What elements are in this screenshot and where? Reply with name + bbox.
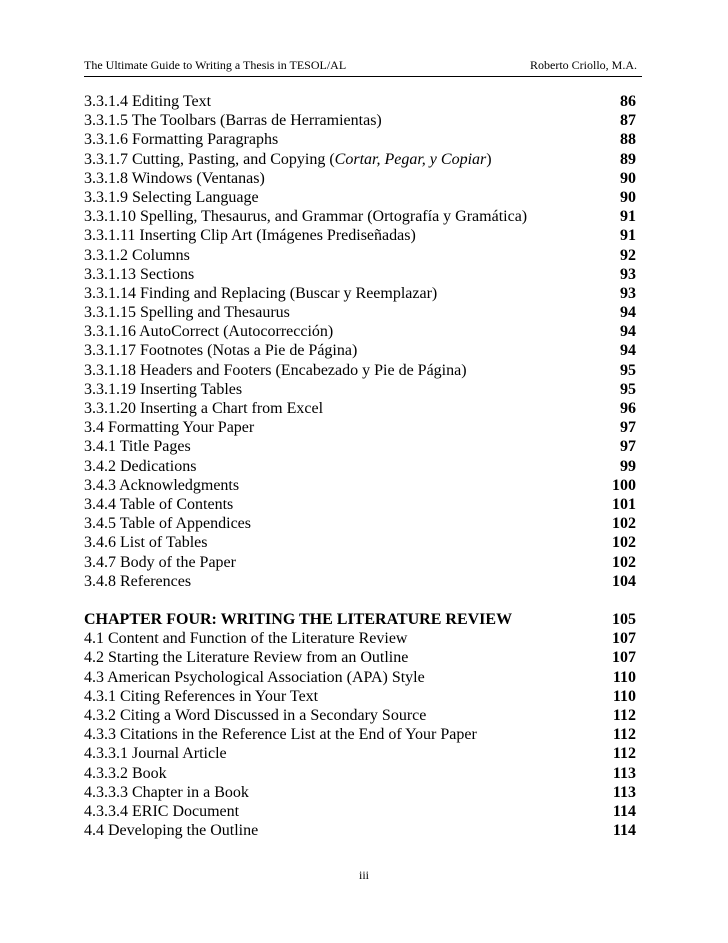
toc-entry-title-text: 4.3.3.3 Chapter in a Book [84, 783, 249, 801]
toc-page-number: 112 [612, 726, 636, 744]
toc-entry [84, 284, 636, 303]
toc-entry-title-text: 3.3.1.4 Editing Text [84, 93, 212, 110]
running-header [84, 58, 642, 77]
toc-page-number: 88 [620, 131, 636, 149]
toc-entry-title [84, 764, 167, 783]
toc-entry-title [84, 341, 357, 360]
toc-page-number: 90 [620, 188, 636, 206]
toc-entry [84, 322, 636, 341]
toc-entry [84, 572, 636, 591]
toc-page-number: 92 [620, 246, 636, 264]
toc-entry-title-text: 3.3.1.15 Spelling and Thesaurus [84, 304, 290, 322]
toc-page-number: 102 [612, 534, 636, 552]
header-book-title: The Ultimate Guide to Writing a Thesis in TESOL/AL [84, 58, 347, 72]
toc-entry-title [84, 629, 407, 648]
toc-page-number: 112 [612, 707, 636, 724]
toc-page-number: 93 [620, 265, 636, 283]
toc-entry [84, 744, 636, 763]
toc-page-number: 107 [612, 649, 636, 667]
toc-entry [84, 150, 636, 169]
toc-entry-title-text: 3.3.1.6 Formatting Paragraphs [84, 131, 279, 149]
toc-entry-title-text: 4.3.2 Citing a Word Discussed in a Secondary Source [84, 707, 427, 724]
toc-entry-title-text: 3.3.1.16 AutoCorrect (Autocorrección) [84, 323, 334, 341]
toc-entry-title-text: 4.3.3.1 Journal Article [84, 745, 227, 763]
toc-entry-title [84, 380, 242, 399]
toc-page-number: 110 [612, 668, 636, 686]
toc-entry-title-text: 4.2 Starting the Literature Review from an Outline [84, 649, 409, 667]
toc-page-number: 91 [620, 208, 636, 226]
toc-page-number: 104 [612, 572, 636, 590]
toc-entry [84, 802, 636, 821]
toc-page-number: 90 [620, 169, 636, 187]
toc-entry-title [84, 265, 194, 284]
toc-page-number: 114 [612, 802, 636, 820]
toc-page-number: 97 [620, 438, 636, 456]
toc-page-number: 91 [620, 227, 636, 245]
toc-page-number: 96 [620, 400, 636, 417]
toc-entry [84, 553, 636, 572]
toc-entry [84, 821, 636, 840]
toc-entry-title [84, 533, 207, 552]
toc-entry-title [84, 361, 467, 380]
toc-entry [84, 476, 636, 495]
toc-entry [84, 725, 636, 744]
toc-entry-title-text: 4.3.1 Citing References in Your Text [84, 687, 319, 705]
toc-page-number: 99 [620, 457, 636, 475]
toc-entry-title-text: 3.3.1.2 Columns [84, 246, 190, 264]
toc-entry-title-text: 3.3.1.14 Finding and Replacing (Buscar y Reemplazar) [84, 284, 438, 302]
toc-page-number: 101 [612, 495, 636, 513]
toc-entry-title-text: 4.3 American Psychological Association (APA) Style [84, 668, 425, 686]
toc-entry-title [84, 744, 227, 763]
toc-entry-title-text: 3.3.1.7 Cutting, Pasting, and Copying ( [84, 150, 335, 168]
toc-entry [84, 169, 636, 188]
toc-entry-title [84, 457, 196, 476]
toc-page-number: 113 [612, 783, 636, 801]
page-number: iii [358, 868, 369, 882]
toc-page-number: 95 [620, 361, 636, 379]
toc-entry-title [84, 687, 318, 706]
toc-entry-title-text: 3.3.1.19 Inserting Tables [84, 380, 243, 398]
toc-chapter-heading [84, 610, 636, 629]
toc-entry-title [84, 553, 236, 572]
toc-page-number: 114 [612, 822, 636, 840]
toc-page-number: 110 [612, 687, 636, 705]
toc-page-number: 94 [620, 304, 636, 322]
toc-entry-title-text: 3.4.8 References [84, 572, 192, 590]
toc-entry-title [84, 495, 233, 514]
toc-entry-title [84, 821, 258, 840]
toc-entry-title [84, 284, 437, 303]
toc-entry [84, 188, 636, 207]
toc-entry [84, 226, 636, 245]
toc-entry [84, 514, 636, 533]
toc-entry-title-text: 4.3.3 Citations in the Reference List at the End of Your Paper [84, 726, 477, 744]
toc-entry-title-text: 3.4.4 Table of Contents [84, 495, 234, 513]
toc-entry-title [84, 150, 492, 169]
toc-entry-title-text: 3.3.1.20 Inserting a Chart from Excel [84, 400, 324, 417]
toc-entry-title [84, 399, 323, 418]
toc-page-number: 95 [620, 380, 636, 398]
toc-entry-title-italic: Cortar, Pegar, y Copiar [334, 150, 487, 168]
toc-page-number: 105 [612, 611, 636, 629]
toc-entry-title [84, 169, 265, 188]
toc-entry-title-text: 3.3.1.13 Sections [84, 265, 195, 283]
toc-entry-title-text: 3.4.5 Table of Appendices [84, 515, 251, 533]
toc-entry-title [84, 226, 416, 245]
toc-entry-title-text: 3.3.1.11 Inserting Clip Art (Imágenes Prediseñadas) [84, 227, 416, 245]
toc-entry-title [84, 246, 190, 265]
toc-entry-title [84, 303, 290, 322]
toc-page-number: 113 [612, 764, 636, 782]
toc-entry-title [84, 783, 249, 802]
toc-entry-title [84, 572, 191, 591]
toc-entry-title [84, 418, 254, 437]
toc-entry [84, 361, 636, 380]
toc-entry-title [84, 111, 382, 130]
toc-page-number: 87 [620, 112, 636, 130]
toc-entry [84, 495, 636, 514]
toc-entry-title [84, 92, 211, 111]
toc-page-number: 94 [620, 342, 636, 360]
toc-entry-title-text: 3.3.1.18 Headers and Footers (Encabezado y Pie de Página) [84, 361, 467, 379]
toc-entry [84, 111, 636, 130]
toc-page-number: 112 [612, 745, 636, 763]
toc-entry-title-text: 3.4.3 Acknowledgments [84, 476, 240, 494]
toc-entry [84, 668, 636, 687]
toc-entry [84, 437, 636, 456]
toc-entry-title [84, 706, 426, 725]
toc-page-number: 89 [620, 150, 636, 168]
toc-entry-title [84, 207, 527, 226]
toc-entry [84, 687, 636, 706]
toc-entry-title-text: CHAPTER FOUR: WRITING THE LITERATURE REVIEW [84, 611, 513, 629]
toc-entry [84, 399, 636, 418]
toc-page-number: 100 [612, 476, 636, 494]
toc-entry-title-text: 3.3.1.17 Footnotes (Notas a Pie de Página) [84, 342, 358, 360]
toc-entry [84, 207, 636, 226]
toc-entry-title-text: 4.1 Content and Function of the Literature Review [84, 630, 408, 648]
toc-entry-title-text: 4.3.3.2 Book [84, 764, 167, 782]
toc-entry [84, 648, 636, 667]
toc-entry [84, 341, 636, 360]
toc-entry [84, 418, 636, 437]
toc-entry-title-text: 3.4.6 List of Tables [84, 534, 208, 552]
toc-entry-title-text: 4.4 Developing the Outline [84, 822, 259, 840]
toc-entry-title [84, 514, 251, 533]
toc-entry-title [84, 725, 477, 744]
toc-entry-title [84, 437, 191, 456]
toc-entry-title-text: 3.3.1.5 The Toolbars (Barras de Herramientas) [84, 112, 382, 130]
toc-entry [84, 92, 636, 111]
section-gap [84, 591, 636, 610]
toc-entry [84, 706, 636, 725]
header-author: Roberto Criollo, M.A. [530, 58, 637, 72]
toc-entry-title-text: 4.3.3.4 ERIC Document [84, 802, 240, 820]
toc-entry-title-text: 3.3.1.9 Selecting Language [84, 188, 259, 206]
toc-entry-title [84, 188, 259, 207]
toc-entry-title-text: 3.4 Formatting Your Paper [84, 419, 255, 437]
toc-entry [84, 130, 636, 149]
toc-entry-title [84, 476, 239, 495]
toc-entry [84, 764, 636, 783]
toc-entry-title [84, 322, 333, 341]
toc-entry [84, 629, 636, 648]
toc-entry-title-suffix: ) [486, 150, 492, 168]
toc-entry [84, 457, 636, 476]
toc-page-number: 102 [612, 553, 636, 571]
toc-entry [84, 783, 636, 802]
toc-entry-title [84, 668, 425, 687]
toc-entry-title [84, 648, 408, 667]
toc-entry-title-text: 3.3.1.8 Windows (Ventanas) [84, 169, 265, 187]
toc-entry [84, 533, 636, 552]
toc-entry-title-text: 3.4.2 Dedications [84, 457, 197, 475]
toc-page-number: 94 [620, 323, 636, 341]
table-of-contents [84, 92, 636, 840]
toc-entry-title-text: 3.3.1.10 Spelling, Thesaurus, and Grammar (Ortografía y Gramática) [84, 208, 528, 226]
toc-entry [84, 303, 636, 322]
toc-entry [84, 265, 636, 284]
toc-page-number: 93 [620, 284, 636, 302]
toc-entry-title [84, 610, 512, 629]
toc-entry-title [84, 802, 239, 821]
toc-entry-title-text: 3.4.7 Body of the Paper [84, 553, 236, 571]
toc-page-number: 102 [612, 515, 636, 533]
toc-page-number: 86 [620, 93, 636, 110]
toc-entry-title-text: 3.4.1 Title Pages [84, 438, 191, 456]
toc-entry [84, 246, 636, 265]
toc-entry-title [84, 130, 278, 149]
toc-page-number: 97 [620, 419, 636, 437]
toc-page-number: 107 [612, 630, 636, 648]
toc-entry [84, 380, 636, 399]
